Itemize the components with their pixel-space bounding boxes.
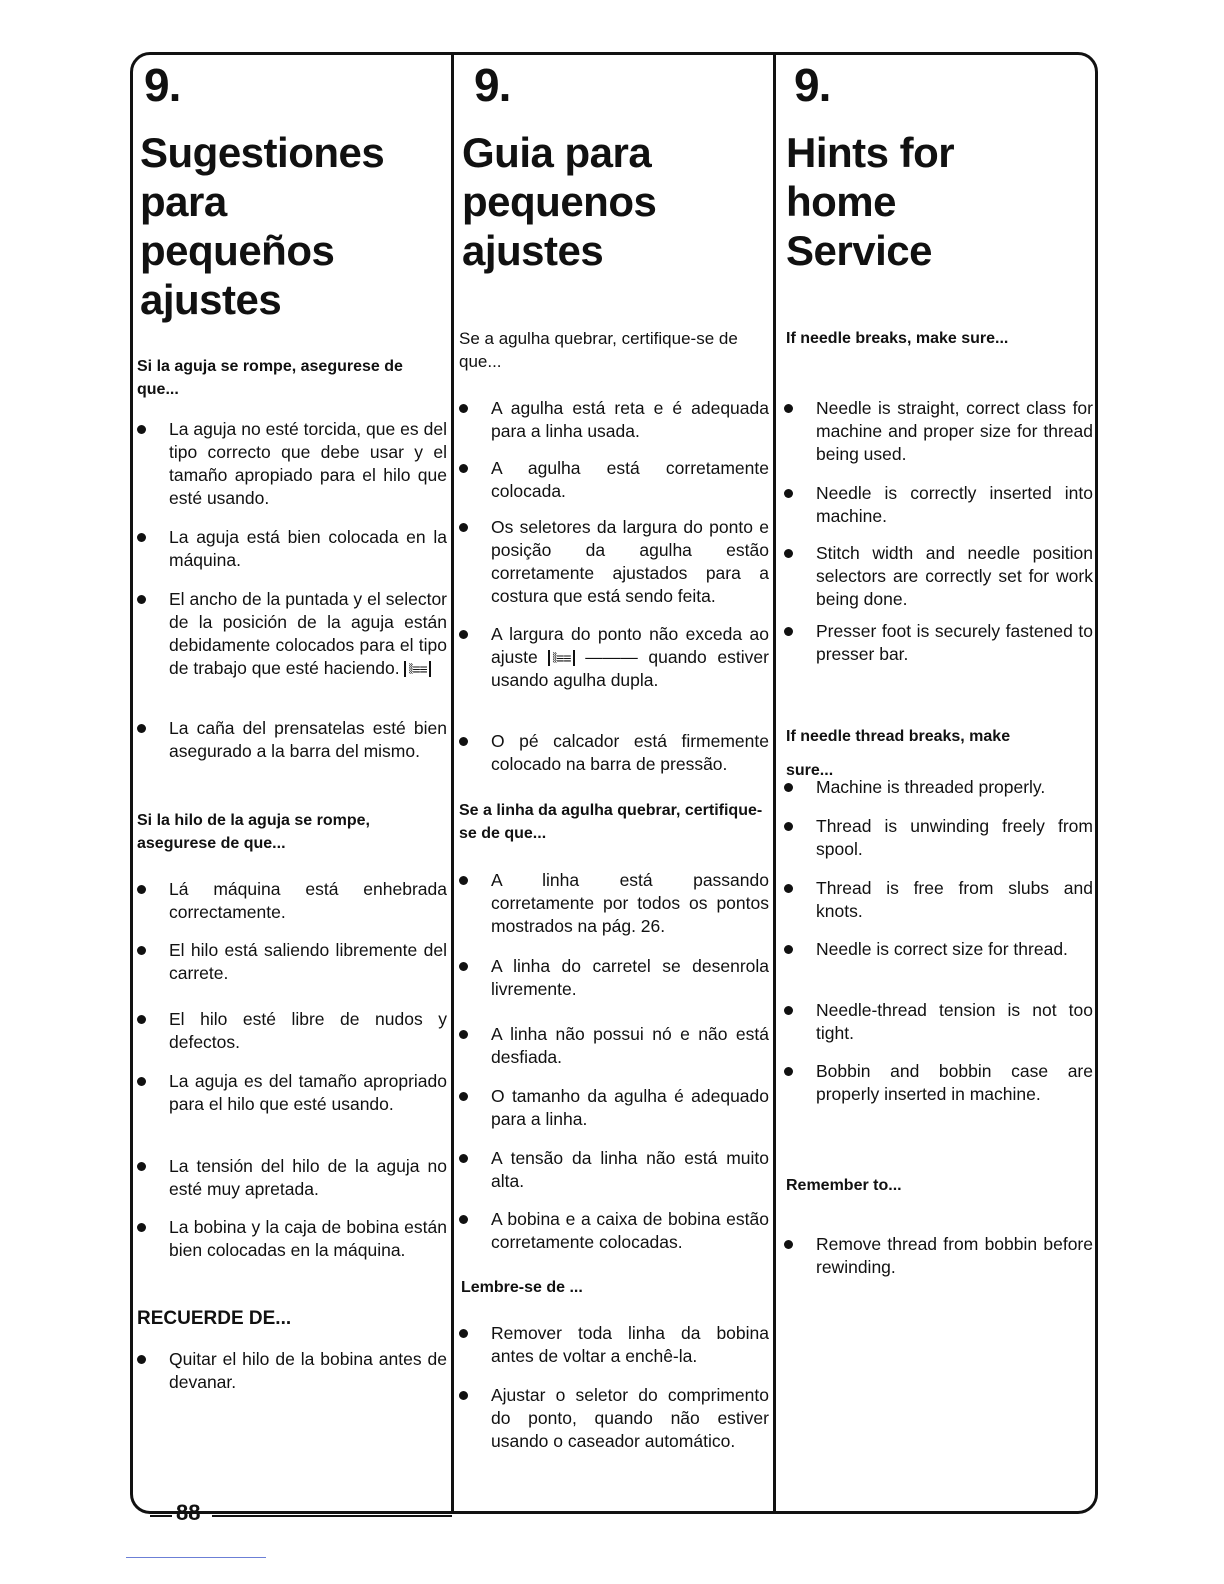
stitch-symbol-icon: ⦚⦚≡≡ <box>404 661 430 677</box>
page-number-rule-right <box>212 1515 452 1517</box>
bullet-icon <box>137 1223 146 1232</box>
list-item: Needle is straight, correct class for machine and proper size for thread being used. <box>784 397 1093 466</box>
list-item: Needle-thread tension is not too tight. <box>784 999 1093 1045</box>
bullet-icon <box>784 884 793 893</box>
list-item: Os seletores da largura do ponto e posição da agulha estão corretamente ajustados para a costura que está sendo feita. <box>459 516 769 608</box>
section-heading: RECUERDE DE... <box>137 1308 292 1329</box>
list-item: A tensão da linha não está muito alta. <box>459 1147 769 1193</box>
bullet-icon <box>137 425 146 434</box>
list-item: A bobina e a caixa de bobina estão corretamente colocadas. <box>459 1208 769 1254</box>
column-english <box>778 58 1094 275</box>
list-item: La caña del prensatelas esté bien asegurado a la barra del mismo. <box>137 717 447 763</box>
list-item: Machine is threaded properly. <box>784 776 1093 799</box>
list-item: Thread is unwinding freely from spool. <box>784 815 1093 861</box>
bullet-icon <box>137 1015 146 1024</box>
bullet-icon <box>137 885 146 894</box>
page-number-rule-left <box>150 1515 172 1517</box>
list-item: El hilo está saliendo libremente del carrete. <box>137 939 447 985</box>
bullet-icon <box>784 404 793 413</box>
list-item: O pé calcador está firmemente colocado na barra de pressão. <box>459 730 769 776</box>
section-number: 9. <box>474 59 511 111</box>
list-item: Lá máquina está enhebrada correctamente. <box>137 878 447 924</box>
title-line: home <box>786 178 897 225</box>
list-item: Ajustar o seletor do comprimento do ponto, quando não estiver usando o caseador automático. <box>459 1384 769 1453</box>
list-item: Presser foot is securely fastened to presser bar. <box>784 620 1093 666</box>
list-item: Remove thread from bobbin before rewinding. <box>784 1233 1093 1279</box>
bullet-icon <box>137 1162 146 1171</box>
list-item: A agulha está corretamente colocada. <box>459 457 769 503</box>
bullet-icon <box>137 1355 146 1364</box>
list-item: A largura do ponto não exceda ao ajuste ⦚⦚≡≡ ——— quando estiver usando agulha dupla. <box>459 623 769 692</box>
list-item: La aguja es del tamaño apropriado para el hilo que esté usando. <box>137 1070 447 1116</box>
list-item: La bobina y la caja de bobina están bien colocadas en la máquina. <box>137 1216 447 1262</box>
title-line: Sugestiones <box>140 129 385 176</box>
bullet-icon <box>137 595 146 604</box>
title-line: pequenos <box>462 178 657 225</box>
bullet-icon <box>784 549 793 558</box>
list-item: Needle is correctly inserted into machine. <box>784 482 1093 528</box>
title-line: ajustes <box>462 227 604 274</box>
bullet-icon <box>459 1030 468 1039</box>
title-line: para <box>140 178 227 225</box>
section-number: 9. <box>144 59 181 111</box>
list-item: O tamanho da agulha é adequado para a linha. <box>459 1085 769 1131</box>
list-item: A linha do carretel se desenrola livremente. <box>459 955 769 1001</box>
bullet-icon <box>784 783 793 792</box>
bullet-icon <box>459 1154 468 1163</box>
bullet-icon <box>459 464 468 473</box>
bullet-icon <box>784 945 793 954</box>
bullet-icon <box>784 627 793 636</box>
section-number: 9. <box>794 59 831 111</box>
column-divider-left <box>451 55 454 1511</box>
list-item: Thread is free from slubs and knots. <box>784 877 1093 923</box>
bullet-icon <box>137 946 146 955</box>
bullet-icon <box>137 724 146 733</box>
bullet-icon <box>459 630 468 639</box>
list-item: La aguja no esté torcida, que es del tipo correcto que debe usar y el tamaño apropiado para el hilo que esté usando. <box>137 418 447 510</box>
list-item: Stitch width and needle position selectors are correctly set for work being done. <box>784 542 1093 611</box>
list-item: El hilo esté libre de nudos y defectos. <box>137 1008 447 1054</box>
section-heading: Remember to... <box>786 1177 902 1194</box>
title-line: Hints for <box>786 129 955 176</box>
section-title <box>462 128 772 275</box>
column-portuguese <box>456 58 772 275</box>
bullet-icon <box>459 1215 468 1224</box>
list-item: El ancho de la puntada y el selector de la posición de la aguja están debidamente colocados para el tipo de trabajo que esté haciendo. ⦚⦚≡≡ <box>137 588 447 680</box>
section-heading: Lembre-se de ... <box>461 1279 583 1296</box>
list-item: A linha não possui nó e não está desfiada. <box>459 1023 769 1069</box>
bullet-icon <box>137 1077 146 1086</box>
list-item: La aguja está bien colocada en la máquina. <box>137 526 447 572</box>
title-line: Guia para <box>462 129 652 176</box>
section-heading: Se a linha da agulha quebrar, certifique-se de que... <box>459 802 763 842</box>
column-divider-right <box>773 55 776 1511</box>
bullet-icon <box>784 1240 793 1249</box>
page-number: 88 <box>176 1500 201 1525</box>
list-item: A linha está passando corretamente por todos os pontos mostrados na pág. 26. <box>459 869 769 938</box>
bullet-icon <box>137 533 146 542</box>
bullet-icon <box>459 962 468 971</box>
section-heading: Se a agulha quebrar, certifique-se de que... <box>459 329 738 371</box>
bullet-icon <box>459 404 468 413</box>
section-heading: If needle thread breaks, make sure... <box>786 728 1011 779</box>
section-heading: Si la hilo de la aguja se rompe, asegurese de que... <box>137 812 370 852</box>
bullet-icon <box>459 737 468 746</box>
section-title <box>140 128 450 324</box>
list-item: A agulha está reta e é adequada para a linha usada. <box>459 397 769 443</box>
section-title <box>786 128 1094 275</box>
list-item: Quitar el hilo de la bobina antes de devanar. <box>137 1348 447 1394</box>
section-heading: If needle breaks, make sure... <box>786 330 1009 347</box>
section-heading: Si la aguja se rompe, asegurese de que... <box>137 358 403 398</box>
title-line: ajustes <box>140 276 282 323</box>
title-line: Service <box>786 227 932 274</box>
bullet-icon <box>784 1006 793 1015</box>
list-item: Remover toda linha da bobina antes de voltar a enchê-la. <box>459 1322 769 1368</box>
bullet-icon <box>459 1391 468 1400</box>
list-item: Needle is correct size for thread. <box>784 938 1093 961</box>
bullet-icon <box>459 1092 468 1101</box>
list-item: Bobbin and bobbin case are properly inserted in machine. <box>784 1060 1093 1106</box>
stitch-symbol-icon: ⦚⦚≡≡ <box>548 650 574 666</box>
bullet-icon <box>784 1067 793 1076</box>
title-line: pequeños <box>140 227 335 274</box>
bullet-icon <box>784 822 793 831</box>
bullet-icon <box>459 876 468 885</box>
bullet-icon <box>784 489 793 498</box>
bottom-rule <box>126 1557 266 1558</box>
column-spanish <box>134 58 450 324</box>
bullet-icon <box>459 523 468 532</box>
bullet-icon <box>459 1329 468 1338</box>
list-item: La tensión del hilo de la aguja no esté muy apretada. <box>137 1155 447 1201</box>
